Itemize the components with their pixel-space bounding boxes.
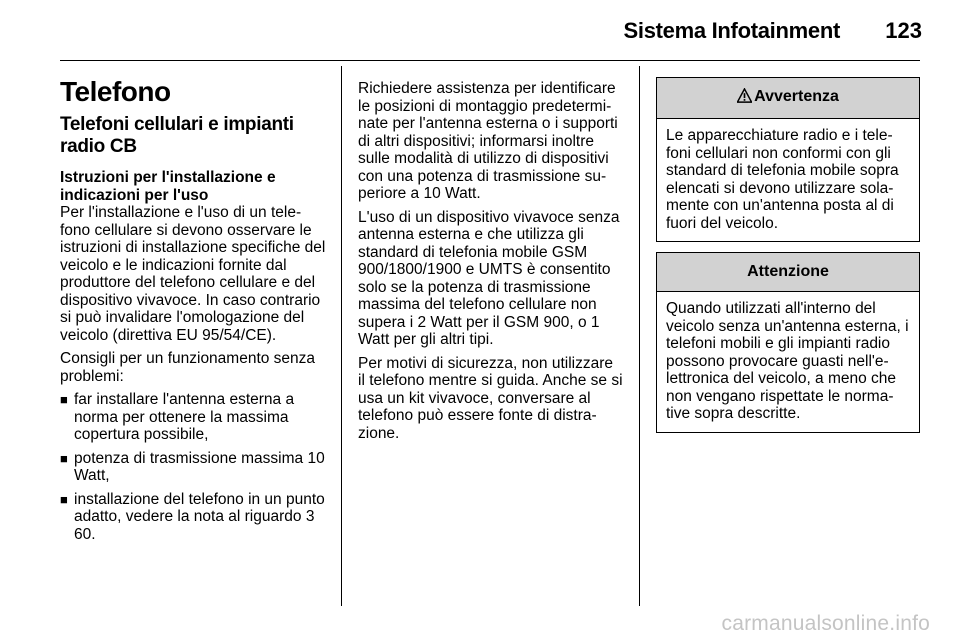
list-item-text: potenza di trasmissione massima 10 Watt, bbox=[74, 449, 325, 484]
attention-box-text: Quando utilizzati all'interno del veicolo senza un'antenna esterna, i telefoni mobili e gli impianti radio possono provocare guasti nell'elettronica del veicolo, a meno che non vengano rispettate le normative sopra descritte. bbox=[666, 300, 909, 422]
safety-paragraph: Per motivi di sicurezza, non utilizzare il telefono mentre si guida. Anche se si usa un kit vivavoce, conversare al telefono può essere fonte di distrazione. bbox=[358, 354, 623, 442]
section-title: Telefono bbox=[60, 76, 171, 107]
warning-triangle-icon bbox=[737, 88, 752, 109]
column-2 bbox=[358, 80, 624, 448]
column-divider-1 bbox=[341, 66, 342, 606]
warning-box-title: Avvertenza bbox=[754, 88, 839, 105]
list-item bbox=[60, 391, 326, 444]
handsfree-paragraph: L'uso di un dispositivo vivavoce senza antenna esterna e che utilizza gli standard di telefonia mobile GSM 900/1800/1900 e UMTS è consentito solo se la potenza di trasmissione massima del telefono cellulare non supera i 2 Watt per il GSM 900, o 1 Watt per gli altri tipi. bbox=[358, 208, 620, 348]
assistance-paragraph: Richiedere assistenza per identificare le posizioni di montaggio predeterminate per l'antenna esterna o i supporti di altri dispositivi; informarsi inoltre sulle modalità di utilizzo di dispositivi con una potenza di trasmissione superiore a 10 Watt. bbox=[358, 80, 618, 202]
subsection-title: Telefoni cellulari e impianti radio CB bbox=[60, 114, 294, 157]
column-3 bbox=[656, 77, 920, 443]
header-rule bbox=[60, 60, 920, 61]
installation-subheading: Istruzioni per l'installazione e indicazioni per l'uso bbox=[60, 169, 276, 204]
page-reference-icon: 3 bbox=[305, 508, 315, 525]
column-1 bbox=[60, 76, 326, 549]
bullet-icon: ■ bbox=[60, 450, 68, 466]
installation-paragraph: Per l'installazione e l'uso di un telefono cellulare si devono osservare le istruzioni di installazione specifiche del veicolo e le indicazioni fornite dal produttore del telefono cellulare e del dispositivo vivavoce. In caso contrario si può invalidare l'omologazione del veicolo (direttiva EU 95/54/CE). bbox=[60, 204, 326, 344]
warning-box-header bbox=[657, 78, 919, 119]
attention-box bbox=[656, 252, 920, 433]
warning-box-text: Le apparecchiature radio e i telefoni cellulari non conformi con gli standard di telefonia mobile sopra elencati si devono utilizzare solamente con un'antenna posta al di fuori del veicolo. bbox=[666, 127, 899, 232]
page-reference-number: 60. bbox=[74, 525, 96, 543]
page-header-title: Sistema Infotainment bbox=[623, 18, 840, 43]
tips-paragraph: Consigli per un funzionamento senza problemi: bbox=[60, 350, 316, 385]
attention-box-title: Attenzione bbox=[657, 253, 919, 292]
list-item-text: far installare l'antenna esterna a norma per ottenere la massima copertura possibile, bbox=[74, 391, 295, 443]
page-number: 123 bbox=[885, 18, 922, 43]
list-item-text: installazione del telefono in un punto adatto, vedere la nota al riguardo bbox=[74, 490, 325, 525]
bullet-icon: ■ bbox=[60, 392, 68, 407]
list-item bbox=[60, 491, 326, 544]
tips-list bbox=[60, 391, 326, 543]
list-item bbox=[60, 450, 326, 485]
column-divider-2 bbox=[639, 66, 640, 606]
watermark: carmanualsonline.info bbox=[721, 612, 930, 635]
bullet-icon: ■ bbox=[60, 491, 68, 507]
warning-box bbox=[656, 77, 920, 242]
